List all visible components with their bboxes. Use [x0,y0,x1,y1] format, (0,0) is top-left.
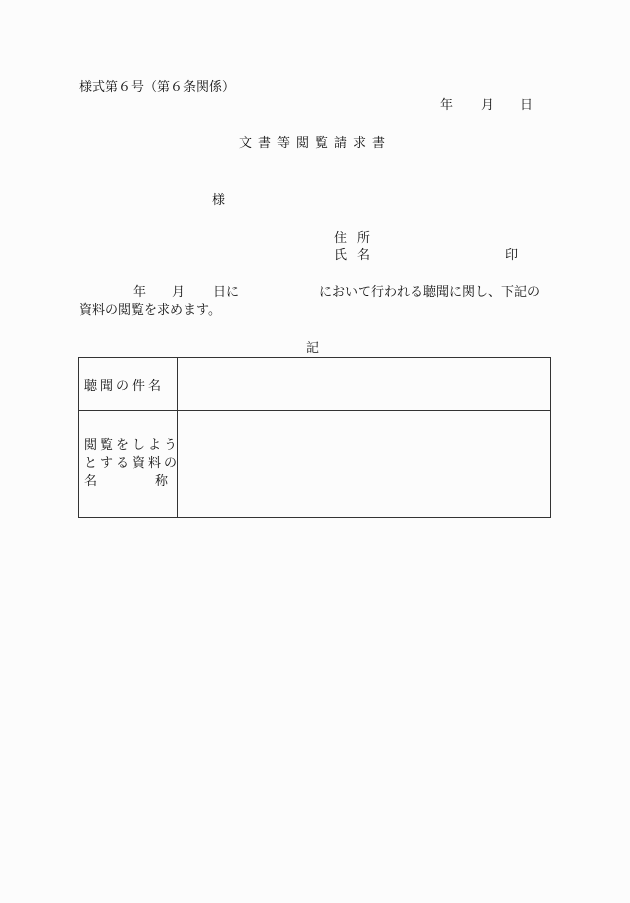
date-month-label: 月 [481,98,495,113]
detail-table [78,357,551,518]
hearing-title-value[interactable] [178,358,551,411]
form-number: 様式第６号（第６条関係） [79,80,236,95]
date-year-label: 年 [440,98,454,113]
document-name-value[interactable] [178,411,551,518]
table-row [79,411,551,518]
addressee-suffix: 様 [212,193,226,208]
document-name-label-line2: とする資料の [84,456,181,472]
body-month-label: 月 [172,285,186,300]
hearing-title-label: 聴聞の件名 [79,358,178,411]
document-title: 文書等閲覧請求書 [239,136,392,151]
table-row [79,358,551,411]
document-name-label-char1: 名 [84,474,101,490]
request-text-line2: 資料の閲覧を求めます。 [79,303,221,318]
body-day-label: 日に [213,285,240,300]
address-label: 住所 [334,231,381,246]
body-line1-rest: において行われる聴聞に関し、下記の [319,285,541,300]
name-label: 氏名 [334,248,381,263]
document-name-label-char2: 称 [154,474,171,490]
seal-label: 印 [505,248,519,263]
document-name-label-line3 [84,473,177,491]
document-name-label [79,411,181,518]
document-name-label-line1: 閲覧をしよう [84,438,181,454]
date-day-label: 日 [520,98,534,113]
body-year-label: 年 [133,285,147,300]
ki-heading: 記 [306,341,320,356]
